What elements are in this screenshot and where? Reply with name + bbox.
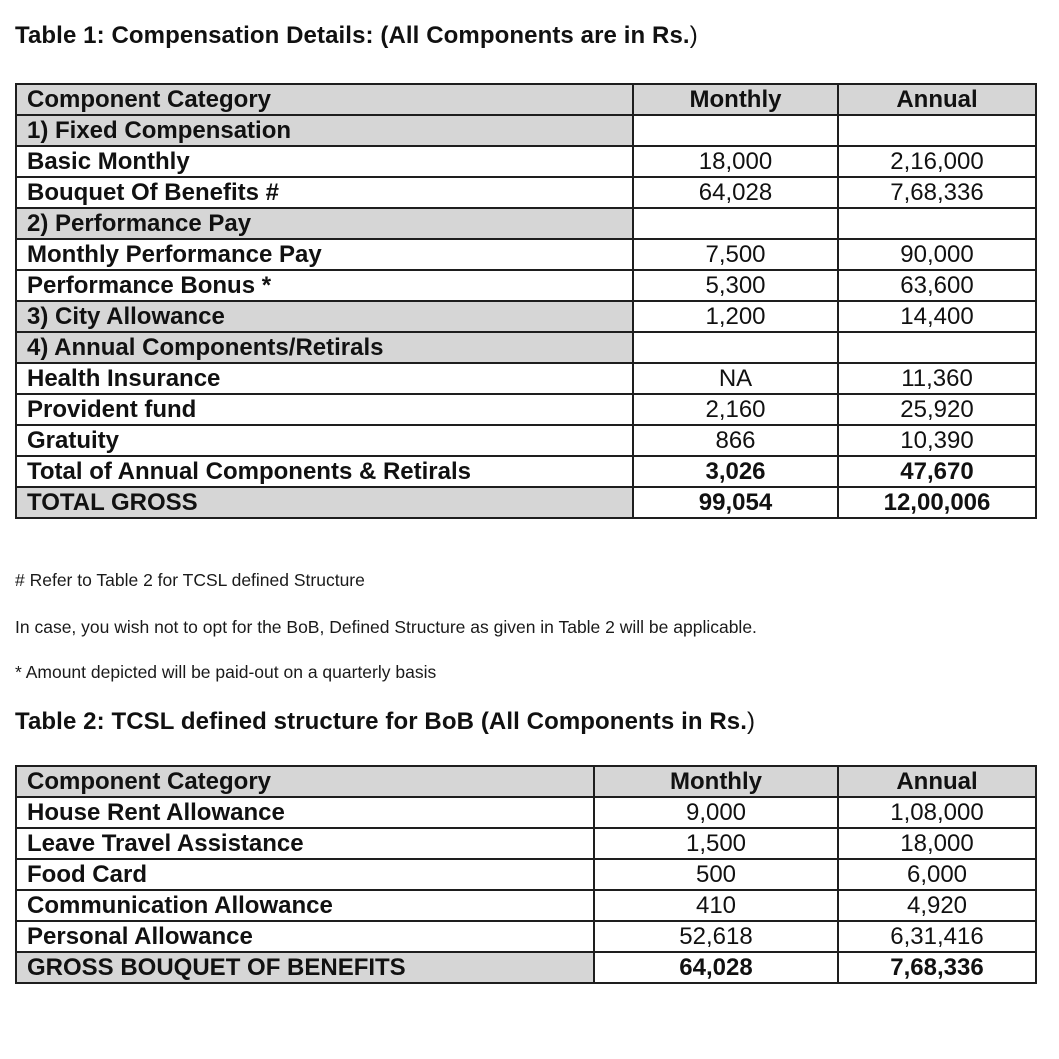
row-monthly-value: 1,500	[594, 828, 838, 859]
row-monthly-value	[633, 208, 838, 239]
row-annual-value: 12,00,006	[838, 487, 1036, 518]
table-row	[16, 921, 1036, 952]
table-row	[16, 115, 1036, 146]
row-annual-value: 2,16,000	[838, 146, 1036, 177]
table-row	[16, 828, 1036, 859]
bob-structure-table	[15, 765, 1037, 984]
row-label: Bouquet Of Benefits #	[16, 177, 633, 208]
row-annual-value: 25,920	[838, 394, 1036, 425]
row-monthly-value: 866	[633, 425, 838, 456]
table-row	[16, 425, 1036, 456]
table-row	[16, 177, 1036, 208]
row-label: 4) Annual Components/Retirals	[16, 332, 633, 363]
header-row	[16, 766, 1036, 797]
row-monthly-value: 99,054	[633, 487, 838, 518]
row-annual-value: 4,920	[838, 890, 1036, 921]
row-monthly-value: 3,026	[633, 456, 838, 487]
header-monthly: Monthly	[633, 84, 838, 115]
row-label: 3) City Allowance	[16, 301, 633, 332]
header-category: Component Category	[16, 766, 594, 797]
table1-title	[15, 22, 698, 50]
header-monthly: Monthly	[594, 766, 838, 797]
row-annual-value	[838, 332, 1036, 363]
row-monthly-value: 18,000	[633, 146, 838, 177]
row-label: Leave Travel Assistance	[16, 828, 594, 859]
row-monthly-value	[633, 332, 838, 363]
row-annual-value: 90,000	[838, 239, 1036, 270]
row-annual-value: 6,000	[838, 859, 1036, 890]
row-label: Monthly Performance Pay	[16, 239, 633, 270]
table-row	[16, 487, 1036, 518]
row-label: Personal Allowance	[16, 921, 594, 952]
table-row	[16, 332, 1036, 363]
row-annual-value: 18,000	[838, 828, 1036, 859]
row-label: TOTAL GROSS	[16, 487, 633, 518]
row-label: 2) Performance Pay	[16, 208, 633, 239]
table-row	[16, 363, 1036, 394]
row-annual-value	[838, 208, 1036, 239]
table-row	[16, 239, 1036, 270]
row-label: Gratuity	[16, 425, 633, 456]
row-annual-value: 47,670	[838, 456, 1036, 487]
table1-title-text: Table 1: Compensation Details: (All Components are in Rs.	[15, 22, 690, 49]
table-row	[16, 952, 1036, 983]
header-annual: Annual	[838, 766, 1036, 797]
note-opt-out: In case, you wish not to opt for the BoB, Defined Structure as given in Table 2 will be applicable.	[15, 617, 757, 637]
row-monthly-value: 7,500	[633, 239, 838, 270]
table-row	[16, 208, 1036, 239]
note-refer: # Refer to Table 2 for TCSL defined Structure	[15, 570, 365, 590]
table1-title-paren: )	[689, 22, 698, 49]
row-annual-value: 7,68,336	[838, 177, 1036, 208]
row-monthly-value	[633, 115, 838, 146]
header-row	[16, 84, 1036, 115]
table-row	[16, 146, 1036, 177]
row-label: Food Card	[16, 859, 594, 890]
header-annual: Annual	[838, 84, 1036, 115]
row-label: Health Insurance	[16, 363, 633, 394]
row-monthly-value: NA	[633, 363, 838, 394]
row-monthly-value: 52,618	[594, 921, 838, 952]
row-monthly-value: 64,028	[633, 177, 838, 208]
table-row	[16, 270, 1036, 301]
row-label: Total of Annual Components & Retirals	[16, 456, 633, 487]
row-label: Performance Bonus *	[16, 270, 633, 301]
row-monthly-value: 1,200	[633, 301, 838, 332]
table-row	[16, 456, 1036, 487]
row-annual-value: 11,360	[838, 363, 1036, 394]
table-row	[16, 301, 1036, 332]
row-monthly-value: 410	[594, 890, 838, 921]
compensation-table	[15, 83, 1037, 519]
header-category: Component Category	[16, 84, 633, 115]
table-row	[16, 797, 1036, 828]
row-annual-value: 63,600	[838, 270, 1036, 301]
row-monthly-value: 2,160	[633, 394, 838, 425]
table-row	[16, 394, 1036, 425]
note-quarterly: * Amount depicted will be paid-out on a quarterly basis	[15, 662, 437, 682]
row-monthly-value: 500	[594, 859, 838, 890]
table2-title-paren: )	[747, 708, 756, 735]
table-row	[16, 859, 1036, 890]
row-annual-value: 14,400	[838, 301, 1036, 332]
row-annual-value: 1,08,000	[838, 797, 1036, 828]
row-annual-value: 7,68,336	[838, 952, 1036, 983]
row-annual-value: 10,390	[838, 425, 1036, 456]
row-label: Provident fund	[16, 394, 633, 425]
table-row	[16, 890, 1036, 921]
row-monthly-value: 64,028	[594, 952, 838, 983]
table2-title	[15, 708, 755, 736]
table2-title-text: Table 2: TCSL defined structure for BoB (All Components in Rs.	[15, 708, 748, 735]
row-monthly-value: 5,300	[633, 270, 838, 301]
row-label: Communication Allowance	[16, 890, 594, 921]
row-label: Basic Monthly	[16, 146, 633, 177]
row-label: 1) Fixed Compensation	[16, 115, 633, 146]
row-annual-value: 6,31,416	[838, 921, 1036, 952]
row-monthly-value: 9,000	[594, 797, 838, 828]
row-label: GROSS BOUQUET OF BENEFITS	[16, 952, 594, 983]
row-annual-value	[838, 115, 1036, 146]
row-label: House Rent Allowance	[16, 797, 594, 828]
